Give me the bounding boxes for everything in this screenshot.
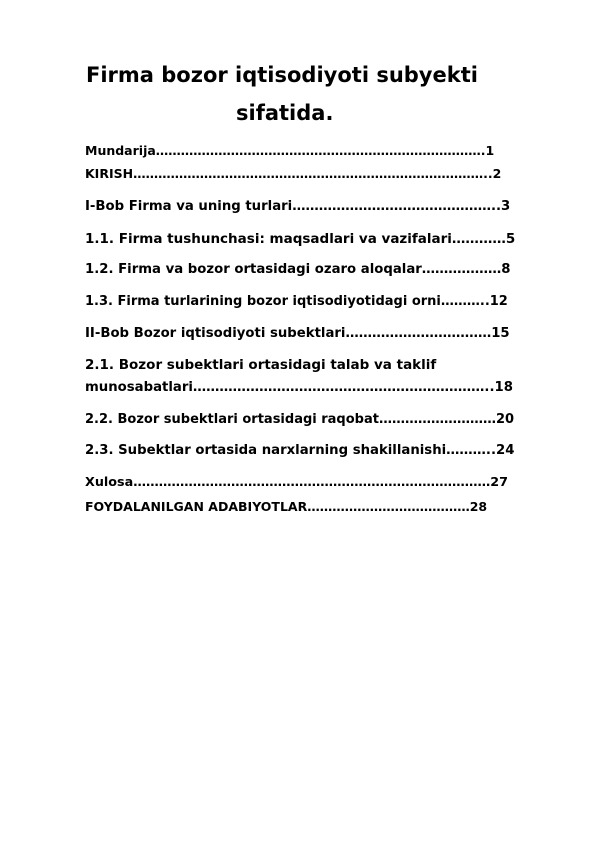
document-title-line-1: Firma bozor iqtisodiyoti subyekti (86, 63, 478, 87)
toc-entry-2-2: 2.2. Bozor subektlari ortasidagi raqobat………………………20 (85, 412, 515, 427)
toc-entry-mundarija: Mundarija…………………………………………………………………….1 (85, 143, 495, 158)
toc-entry-references: FOYDALANILGAN ADABIYOTLAR…………………………………28 (85, 499, 488, 514)
toc-entry-kirish: KIRISH…………………………………………………………………………..2 (85, 166, 502, 181)
toc-entry-1-2: 1.2. Firma va bozor ortasidagi ozaro aloqalar………………8 (85, 262, 511, 277)
toc-entry-1-1: 1.1. Firma tushunchasi: maqsadlari va vazifalari…………5 (85, 231, 516, 247)
toc-entry-xulosa: Xulosa…………………………………………………………………………27 (85, 475, 508, 490)
toc-entry-1-3: 1.3. Firma turlarining bozor iqtisodiyotidagi orni………..12 (85, 294, 508, 309)
toc-entry-chapter-2: II-Bob Bozor iqtisodiyoti subektlari……………………………15 (85, 326, 510, 341)
toc-entry-chapter-1: I-Bob Firma va uning turlari………………………………………..3 (85, 199, 511, 214)
toc-entry-2-1-continued: munosabatlari…………………………………………………………..18 (85, 380, 513, 395)
document-title-line-2: sifatida. (236, 101, 334, 125)
toc-entry-2-3: 2.3. Subektlar ortasida narxlarning shakillanishi………..24 (85, 443, 515, 458)
toc-entry-2-1: 2.1. Bozor subektlari ortasidagi talab va taklif (85, 357, 437, 373)
